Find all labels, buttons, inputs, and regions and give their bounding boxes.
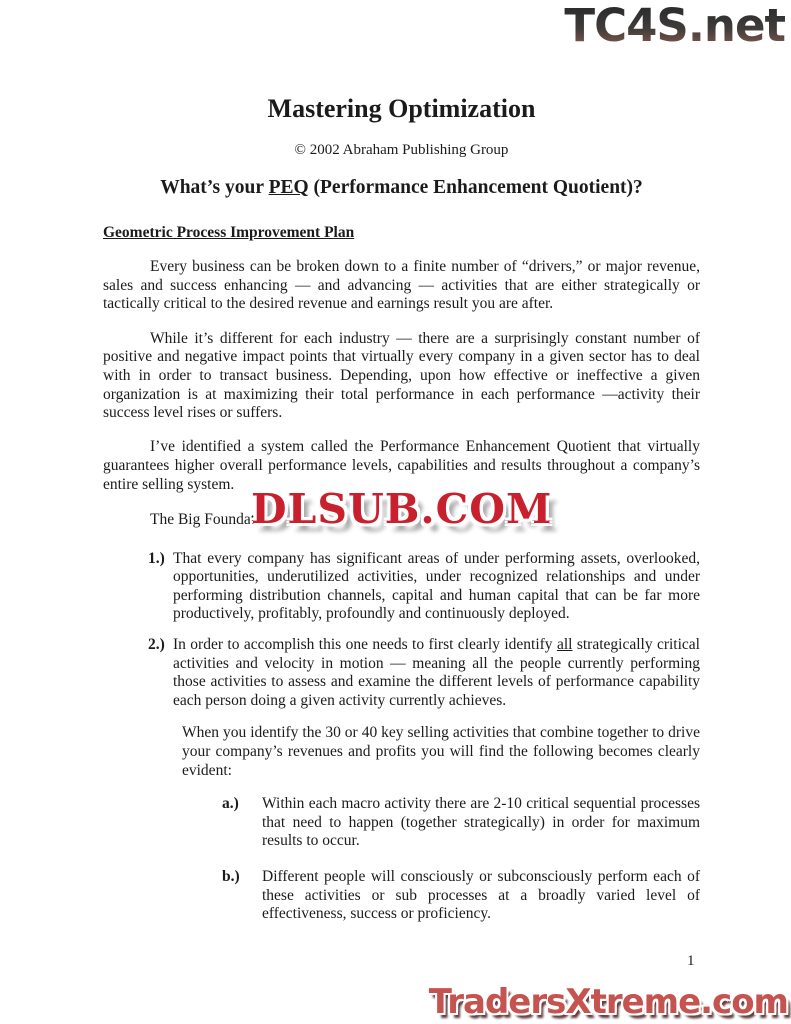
- peq-heading-pre: What’s your: [160, 177, 269, 199]
- list-item-2: [103, 636, 700, 710]
- dlsub-watermark: DLSUB.COM: [251, 485, 553, 533]
- sublist-item-b-marker: b.): [222, 867, 240, 885]
- paragraph-peq-system: I’ve identified a system called the Performance Enhancement Quotient that virtually guarantees higher overall performance levels, capabilities and results throughout a company’s entire selling system.: [103, 438, 700, 493]
- sublist-item-b-text: Different people will consciously or subconsciously perform each of these activities or sub processes at a broadly varied level of effectiveness, success or proficiency.: [262, 867, 700, 923]
- paragraph-industry: While it’s different for each industry — there are a surprisingly constant number of positive and negative impact points that virtually every company in a given sector has to deal with in order to transact business. Depending, upon how effective or ineffective a given organization is at maximizing their total performance in each performance —activity their success level rises or suffers.: [103, 329, 700, 422]
- peq-heading-post: (Performance Enhancement Quotient)?: [308, 177, 643, 199]
- document-content: [103, 0, 700, 924]
- sublist-item-a: [103, 795, 700, 851]
- sublist-item-b: [103, 868, 700, 924]
- peq-heading: [103, 176, 700, 199]
- list-item-1: [103, 550, 700, 624]
- section-heading: Geometric Process Improvement Plan: [103, 224, 355, 242]
- list-item-2-pre: In order to accomplish this one needs to first clearly identify: [173, 636, 557, 654]
- paragraph-when-you-identify: When you identify the 30 or 40 key selling activities that combine together to drive your company’s revenues and profits you will find the following becomes clearly evident:: [182, 724, 700, 779]
- copyright-line: © 2002 Abraham Publishing Group: [294, 142, 509, 159]
- list-item-2-post: strategically critical activities and velocity in motion — meaning all the people currently performing those activities to assess and examine the different levels of performance capability each person doing a given activity currently achieves.: [173, 636, 700, 709]
- list-item-1-text: That every company has significant areas of under performing assets, overlooked, opportunities, underutilized activities, under recognized relationships and under performing distribution channels, capital and human capital that can be far more productively, profitably, profoundly and continuously deployed.: [173, 549, 700, 623]
- list-item-2-underlined: all: [556, 636, 573, 654]
- paragraph-drivers: Every business can be broken down to a finite number of “drivers,” or major revenue, sales and success enhancing — and advancing — activities that are either strategically or tactically critical to the desired revenue and earnings result you are after.: [103, 258, 700, 313]
- document-title: Mastering Optimization: [267, 94, 536, 123]
- sublist-item-a-text: Within each macro activity there are 2-10 critical sequential processes that need to happen (together strategically) in order for maximum results to occur.: [262, 795, 700, 850]
- foundation-line: The Big Foundati: [150, 510, 260, 528]
- sublist-item-a-marker: a.): [222, 795, 239, 813]
- list-item-2-marker: 2.): [148, 636, 165, 654]
- list-item-1-marker: 1.): [148, 549, 165, 567]
- peq-heading-underlined: PEQ: [268, 177, 309, 199]
- tc4s-watermark-logo: TC4S.net: [564, 0, 785, 52]
- tradersxtreme-watermark-logo: TradersXtreme.com: [428, 982, 788, 1022]
- page-number: 1: [687, 953, 695, 969]
